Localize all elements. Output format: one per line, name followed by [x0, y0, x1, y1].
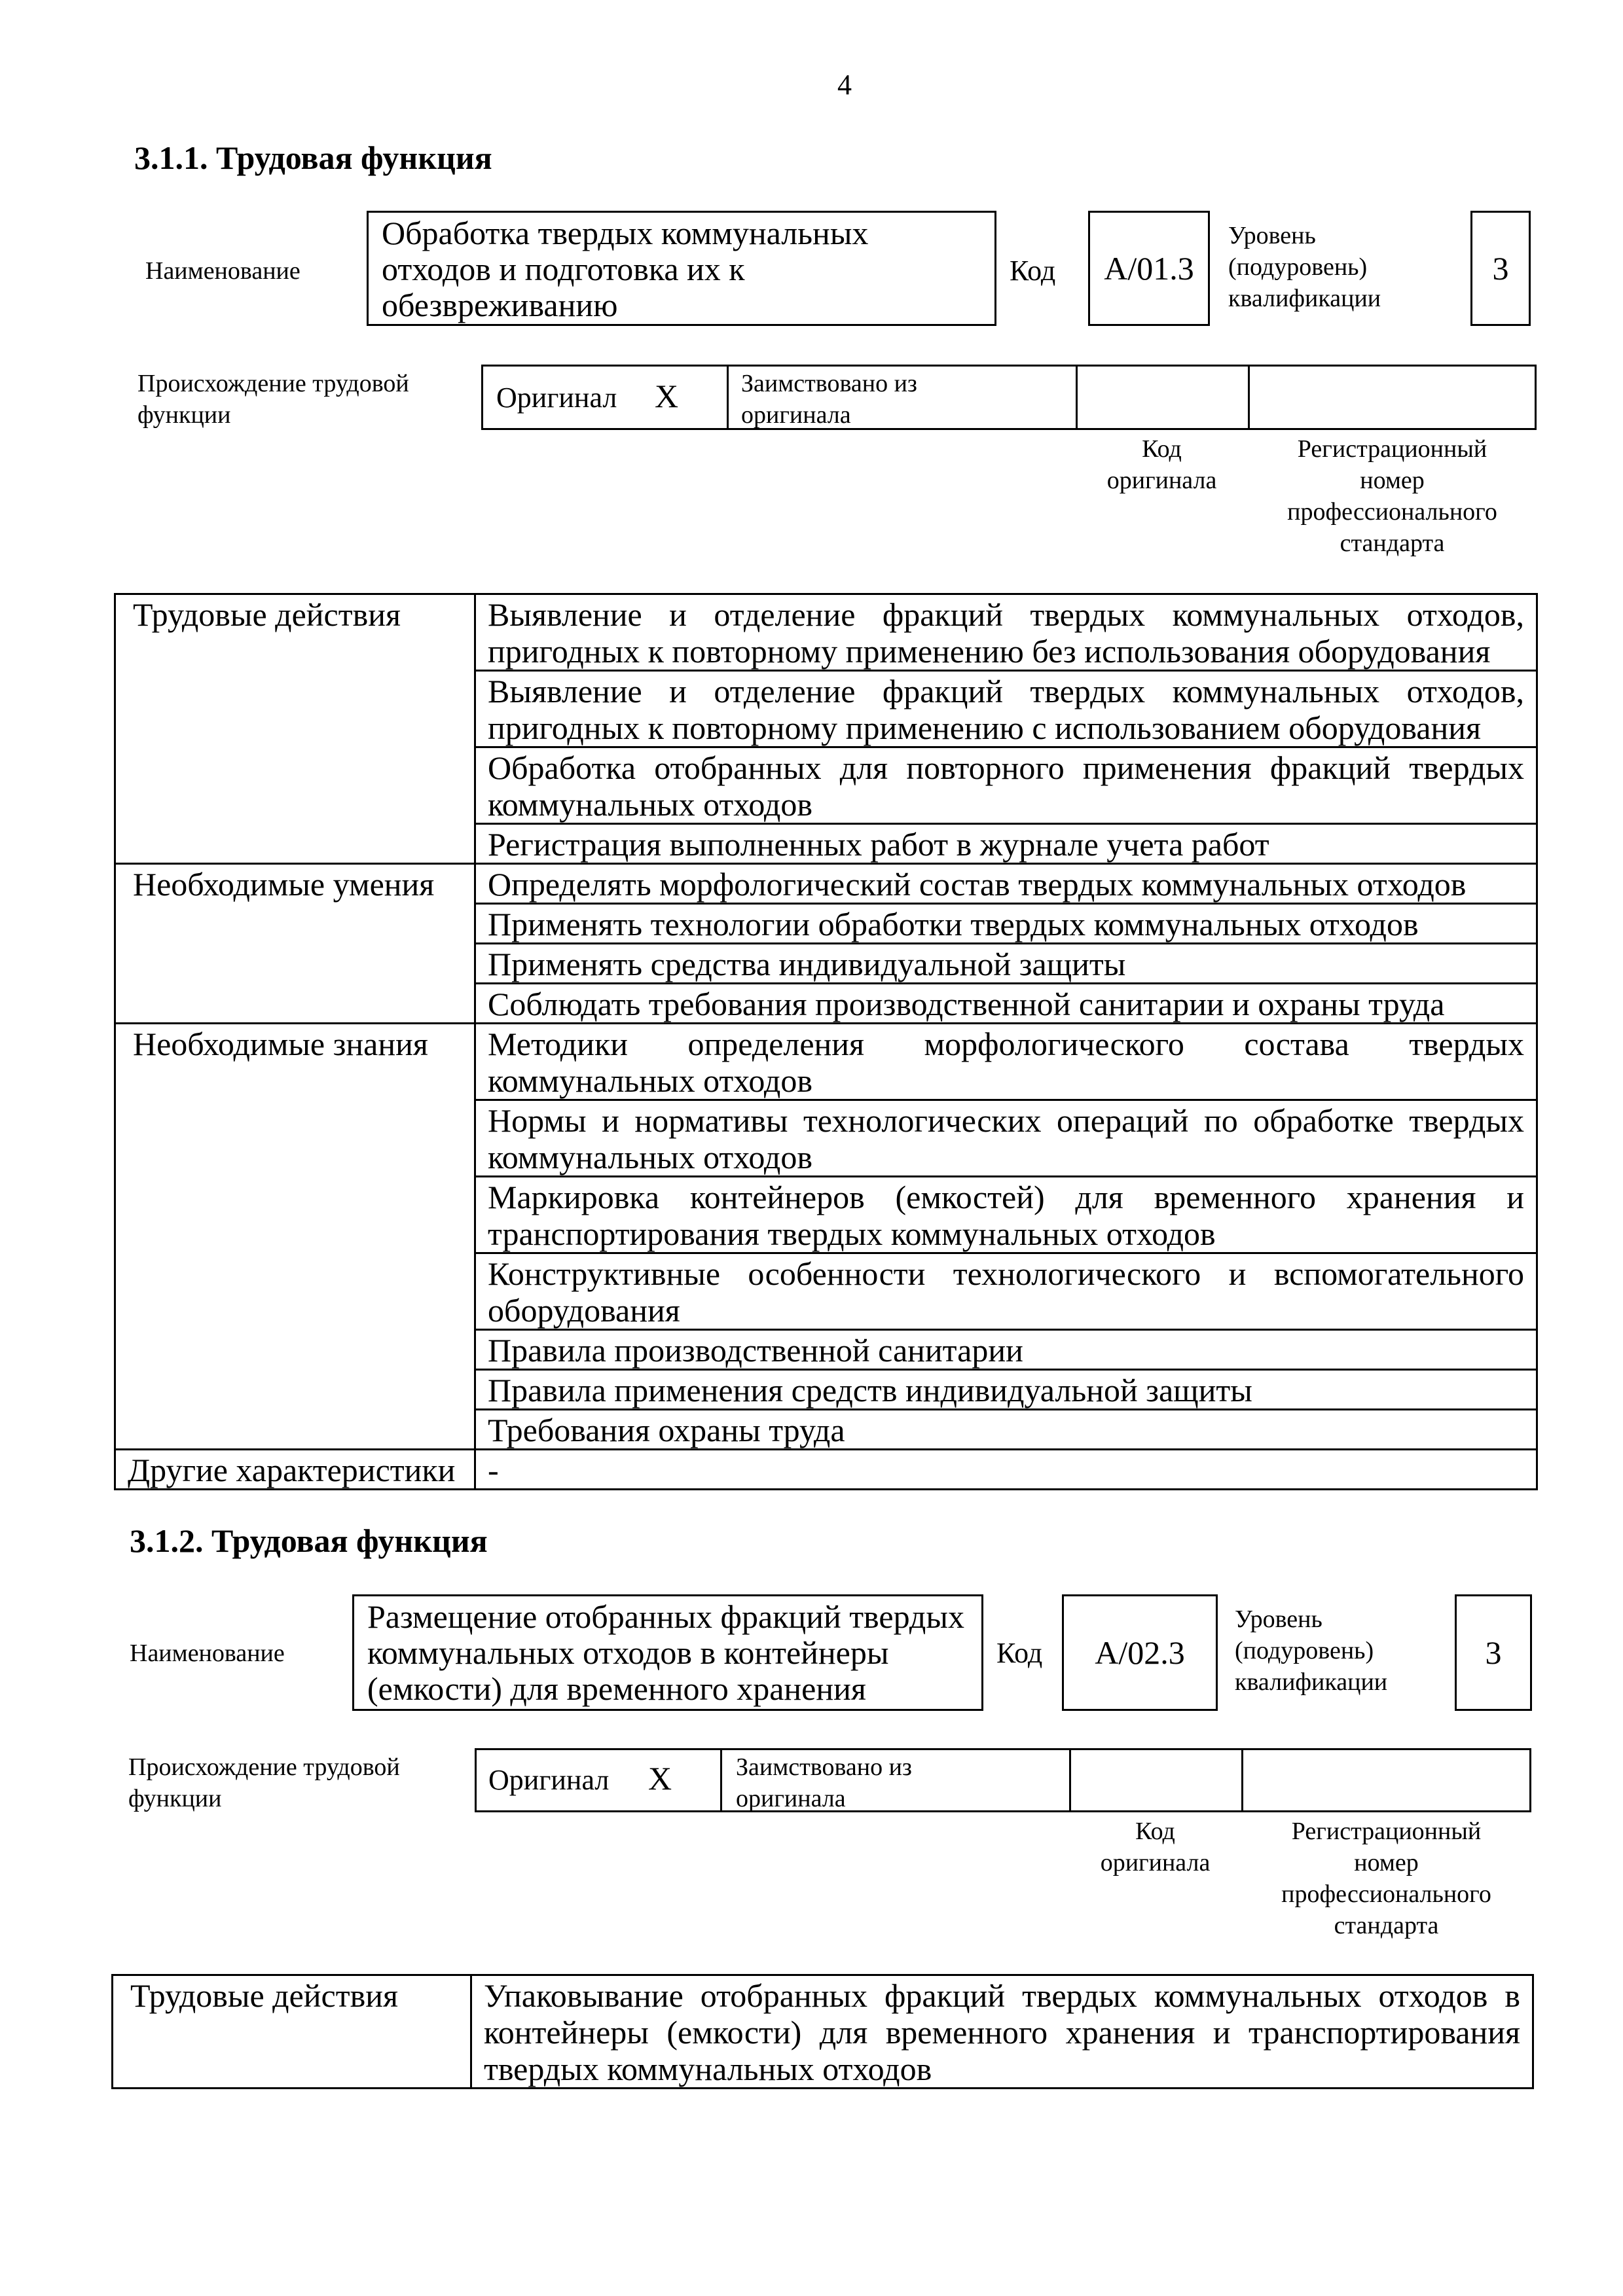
row-label: Трудовые действия	[115, 594, 475, 864]
code-original-label: Код оригинала	[1100, 1818, 1211, 1876]
table-cell: -	[475, 1450, 1537, 1490]
name-label: Наименование	[145, 257, 301, 285]
row-label: Другие характеристики	[115, 1450, 475, 1490]
code-label: Код	[996, 1637, 1043, 1669]
original-mark: X	[648, 1760, 672, 1797]
level-label: Уровень (подуровень) квалификации	[1235, 1605, 1388, 1696]
function-details-table	[111, 1974, 1534, 2089]
function-name-line: обезвреживанию	[382, 287, 618, 323]
origin-label: Происхождение трудовой функции	[128, 1753, 400, 1812]
row-label: Необходимые умения	[115, 864, 475, 1024]
table-cell: Обработка отобранных для повторного применения фракций твердых коммунальных отходов	[475, 747, 1537, 824]
table-cell: Требования охраны труда	[475, 1410, 1537, 1450]
code-original-label: Код оригинала	[1106, 435, 1217, 494]
reg-number-label: Регистрационный номер профессионального стандарта	[1287, 435, 1497, 557]
level-box: 3	[1470, 211, 1531, 326]
function-name-box	[367, 211, 996, 326]
page-number: 4	[837, 69, 852, 101]
origin-box	[475, 1748, 1531, 1812]
level-box: 3	[1455, 1594, 1532, 1711]
table-cell: Применять средства индивидуальной защиты	[475, 944, 1537, 984]
level-label: Уровень (подуровень) квалификации	[1228, 222, 1381, 312]
row-label: Необходимые знания	[115, 1024, 475, 1450]
table-row	[115, 1450, 1537, 1490]
function-name-line: Обработка твердых коммунальных	[382, 215, 869, 251]
table-cell: Регистрация выполненных работ в журнале учета работ	[475, 824, 1537, 864]
table-cell: Выявление и отделение фракций твердых коммунальных отходов, пригодных к повторному применению с использованием оборудования	[475, 671, 1537, 747]
reg-number-label: Регистрационный номер профессионального стандарта	[1281, 1818, 1491, 1939]
table-cell: Применять технологии обработки твердых коммунальных отходов	[475, 904, 1537, 944]
function-details-table	[114, 593, 1538, 1490]
table-cell: Выявление и отделение фракций твердых коммунальных отходов, пригодных к повторному применению без использования оборудования	[475, 594, 1537, 671]
table-cell: Маркировка контейнеров (емкостей) для временного хранения и транспортирования твердых коммунальных отходов	[475, 1177, 1537, 1253]
name-label: Наименование	[130, 1640, 285, 1667]
table-row	[115, 864, 1537, 904]
code-box: A/01.3	[1088, 211, 1210, 326]
table-row	[115, 1024, 1537, 1100]
code-box: A/02.3	[1062, 1594, 1218, 1711]
original-mark: X	[655, 378, 679, 414]
function-name-box	[352, 1594, 983, 1711]
table-cell: Конструктивные особенности технологического и вспомогательного оборудования	[475, 1253, 1537, 1330]
section-title: 3.1.2. Трудовая функция	[130, 1522, 488, 1559]
function-name-line: коммунальных отходов в контейнеры	[367, 1634, 889, 1671]
table-cell: Правила производственной санитарии	[475, 1330, 1537, 1370]
table-row	[115, 594, 1537, 671]
function-name-line: (емкости) для временного хранения	[367, 1670, 866, 1707]
origin-box	[481, 365, 1537, 430]
origin-label: Происхождение трудовой функции	[137, 370, 409, 429]
function-name-line: Размещение отобранных фракций твердых	[367, 1598, 964, 1635]
table-cell: Определять морфологический состав твердых коммунальных отходов	[475, 864, 1537, 904]
table-cell: Упаковывание отобранных фракций твердых коммунальных отходов в контейнеры (емкости) для временного хранения и транспортирования твердых коммунальных отходов	[471, 1975, 1533, 2089]
code-label: Код	[1010, 255, 1056, 287]
original-label: Оригинал	[496, 382, 617, 414]
row-label: Трудовые действия	[113, 1975, 471, 2089]
table-cell: Методики определения морфологического состава твердых коммунальных отходов	[475, 1024, 1537, 1100]
table-row	[113, 1975, 1533, 2089]
table-cell: Нормы и нормативы технологических операций по обработке твердых коммунальных отходов	[475, 1100, 1537, 1177]
borrowed-label: Заимствовано из оригинала	[741, 370, 917, 429]
original-label: Оригинал	[488, 1764, 610, 1796]
borrowed-label: Заимствовано из оригинала	[736, 1753, 912, 1812]
function-name-line: отходов и подготовка их к	[382, 251, 745, 287]
section-title: 3.1.1. Трудовая функция	[134, 139, 492, 176]
table-cell: Соблюдать требования производственной санитарии и охраны труда	[475, 984, 1537, 1024]
table-cell: Правила применения средств индивидуальной защиты	[475, 1370, 1537, 1410]
